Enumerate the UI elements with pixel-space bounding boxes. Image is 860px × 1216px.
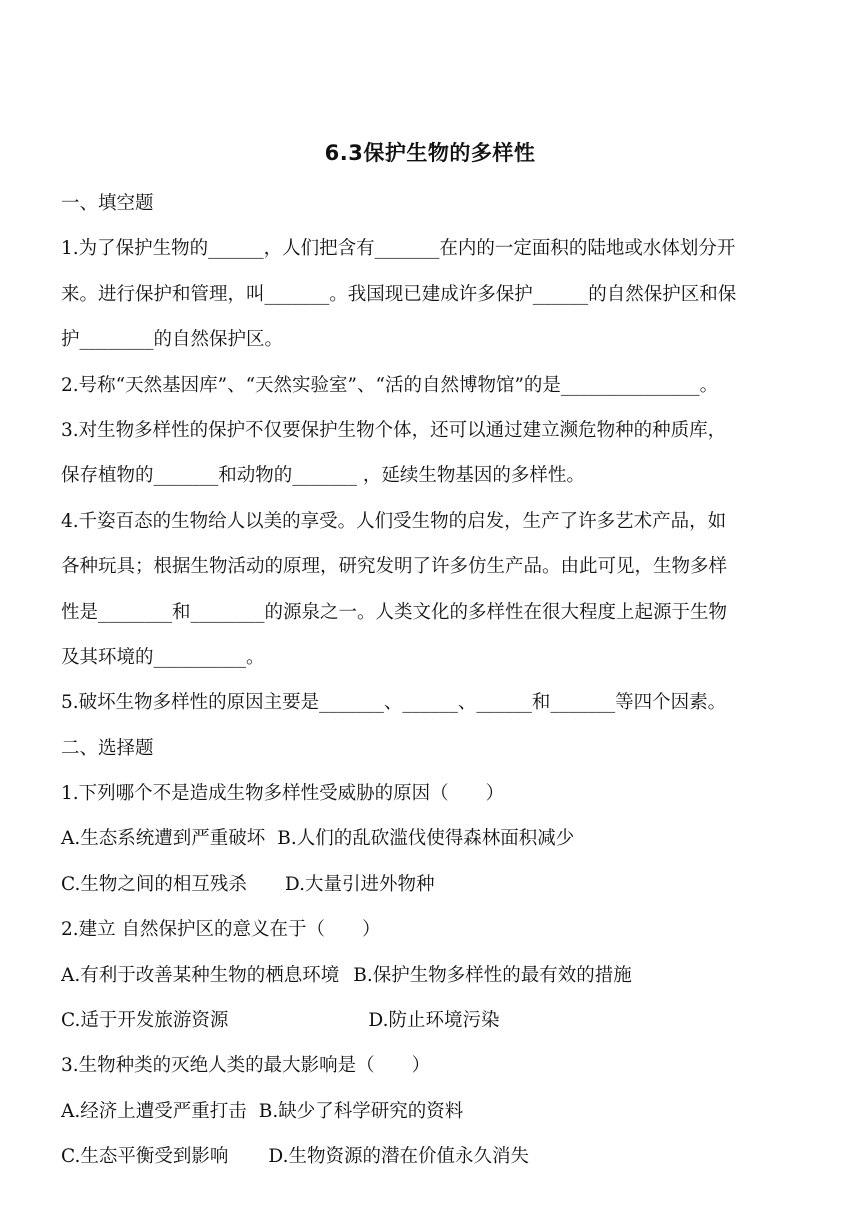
fill-in-line: 1.为了保护生物的______，人们把含有_______在内的一定面积的陆地或水体划分开 bbox=[61, 238, 736, 260]
option-b: B.人们的乱砍滥伐使得森林面积减少 bbox=[277, 828, 575, 850]
section-heading-fill-in: 一、填空题 bbox=[61, 193, 154, 214]
option-b: B.保护生物多样性的最有效的措施 bbox=[353, 964, 632, 986]
fill-in-line: 保存植物的_______和动物的_______ ，延续生物基因的多样性。 bbox=[61, 465, 585, 487]
option-row bbox=[61, 816, 806, 861]
option-d: D.大量引进外物种 bbox=[284, 873, 435, 895]
worksheet-content bbox=[61, 181, 806, 1180]
option-b: B.缺少了科学研究的资料 bbox=[258, 1100, 464, 1122]
option-row bbox=[61, 1089, 806, 1134]
question-stem: 1.下列哪个不是造成生物多样性受威胁的原因（ ） bbox=[61, 783, 505, 805]
option-row bbox=[61, 953, 806, 998]
option-a: A.有利于改善某种生物的栖息环境 bbox=[61, 964, 340, 986]
fill-in-line: 5.破坏生物多样性的原因主要是_______、______、______和_______等四个因素。 bbox=[61, 692, 727, 714]
fill-in-line: 来。进行保护和管理，叫_______。我国现已建成许多保护______的自然保护区和保 bbox=[61, 283, 737, 305]
section-heading-multiple-choice: 二、选择题 bbox=[61, 737, 154, 759]
page-title: 6.3保护生物的多样性 bbox=[324, 141, 536, 165]
option-d: D.生物资源的潜在价值永久消失 bbox=[268, 1146, 529, 1168]
fill-in-line: 护________的自然保护区。 bbox=[61, 329, 284, 351]
fill-in-line: 各种玩具；根据生物活动的原理，研究发明了许多仿生产品。由此可见，生物多样 bbox=[61, 556, 728, 578]
question-stem: 3.生物种类的灭绝人类的最大影响是（ ） bbox=[61, 1055, 431, 1077]
option-d: D.防止环境污染 bbox=[368, 1010, 500, 1032]
option-c: C.生物之间的相互残杀 bbox=[61, 873, 247, 895]
option-c: C.适于开发旅游资源 bbox=[61, 1010, 229, 1032]
fill-in-line: 性是________和________的源泉之一。人类文化的多样性在很大程度上起源于生物 bbox=[61, 601, 728, 623]
option-row bbox=[61, 862, 806, 907]
option-a: A.生态系统遭到严重破坏 bbox=[61, 828, 266, 850]
option-row bbox=[61, 998, 806, 1043]
fill-in-line: 3.对生物多样性的保护不仅要保护生物个体，还可以通过建立濒危物种的种质库， bbox=[61, 419, 727, 441]
fill-in-line: 4.千姿百态的生物给人以美的享受。人们受生物的启发，生产了许多艺术产品，如 bbox=[61, 510, 727, 532]
question-stem: 2.建立 自然保护区的意义在于（ ） bbox=[61, 919, 381, 941]
fill-in-line: 2.号称“天然基因库”、“天然实验室”、“活的自然博物馆”的是_______________。 bbox=[61, 374, 719, 396]
fill-in-line: 及其环境的__________。 bbox=[61, 646, 265, 668]
option-a: A.经济上遭受严重打击 bbox=[61, 1100, 247, 1122]
option-row bbox=[61, 1134, 806, 1179]
option-c: C.生态平衡受到影响 bbox=[61, 1146, 229, 1168]
